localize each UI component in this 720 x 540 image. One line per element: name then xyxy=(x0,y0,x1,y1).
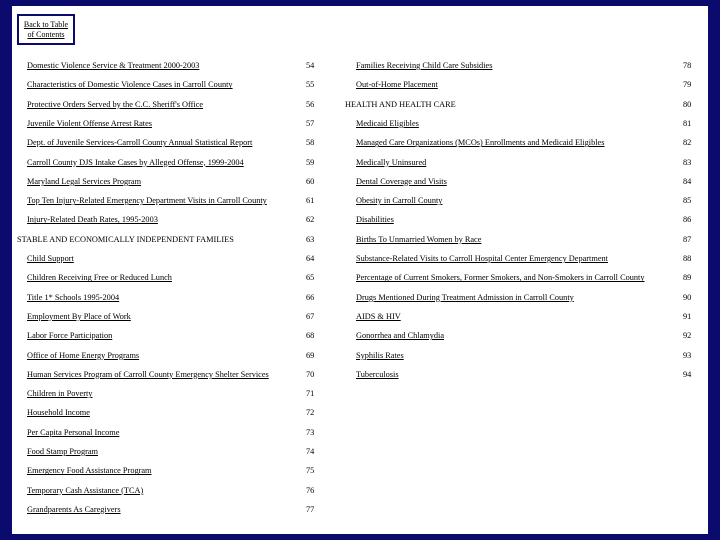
toc-entry-page: 91 xyxy=(683,311,692,321)
toc-entry-page: 64 xyxy=(306,254,315,263)
toc-entry-page: 92 xyxy=(683,331,692,341)
toc-entry[interactable] xyxy=(356,292,697,304)
toc-entry-label[interactable]: Food Stamp Program xyxy=(27,447,98,456)
toc-entry-page: 68 xyxy=(306,331,315,341)
toc-entry[interactable] xyxy=(27,79,320,91)
toc-entry-label[interactable]: Top Ten Injury-Related Emergency Department Visits in Carroll County xyxy=(27,196,267,206)
toc-entry-label[interactable]: Labor Force Participation xyxy=(27,331,113,341)
toc-entry-page: 66 xyxy=(306,292,315,302)
toc-entry-label[interactable]: Families Receiving Child Care Subsidies xyxy=(356,61,493,70)
toc-entry[interactable] xyxy=(27,388,320,400)
toc-entry-page: 69 xyxy=(306,350,315,360)
toc-entry[interactable] xyxy=(27,465,320,477)
toc-entry[interactable] xyxy=(27,311,320,323)
toc-entry[interactable] xyxy=(27,157,320,169)
toc-entry-label[interactable]: Child Support xyxy=(27,254,74,263)
toc-entry-label[interactable]: Managed Care Organizations (MCOs) Enrollments and Medicaid Eligibles xyxy=(356,138,605,148)
toc-entry[interactable] xyxy=(356,234,697,246)
toc-entry-page: 59 xyxy=(306,157,315,167)
toc-entry[interactable] xyxy=(356,369,697,381)
toc-entry-label[interactable]: AIDS & HIV xyxy=(356,311,401,321)
toc-entry[interactable] xyxy=(27,253,320,265)
toc-entry-page: 72 xyxy=(306,408,315,418)
back-button-line1: Back to Table xyxy=(23,20,69,29)
toc-entry-label[interactable]: Grandparents As Caregivers xyxy=(27,504,121,514)
toc-entry[interactable] xyxy=(27,195,320,207)
toc-entry-label[interactable]: Title 1* Schools 1995-2004 xyxy=(27,292,120,302)
toc-entry-page: 90 xyxy=(683,292,692,302)
toc-entry-page: 70 xyxy=(306,369,315,379)
toc-entry-label[interactable]: Dept. of Juvenile Services-Carroll County Annual Statistical Report xyxy=(27,138,253,148)
toc-entry-page: 73 xyxy=(306,427,315,437)
toc-entry-label[interactable]: Maryland Legal Services Program xyxy=(27,176,142,186)
toc-entry-label[interactable]: Tuberculosis xyxy=(356,369,399,379)
toc-entry[interactable] xyxy=(356,330,697,342)
toc-entry[interactable] xyxy=(356,176,697,188)
toc-entry-page: 79 xyxy=(683,80,692,90)
toc-entry-label[interactable]: Carroll County DJS Intake Cases by Alleged Offense, 1999-2004 xyxy=(27,157,244,167)
toc-entry[interactable] xyxy=(356,311,697,323)
toc-entry-page: 80 xyxy=(683,99,692,109)
toc-entry-label[interactable]: Syphilis Rates xyxy=(356,350,404,360)
back-button-line2: of Contents xyxy=(27,30,65,39)
toc-entry xyxy=(345,99,697,111)
toc-entry-page: 82 xyxy=(683,138,692,148)
toc-entry[interactable] xyxy=(356,272,697,284)
toc-entry[interactable] xyxy=(356,118,697,130)
toc-entry-page: 84 xyxy=(683,176,692,186)
toc-entry-label[interactable]: Gonorrhea and Chlamydia xyxy=(356,331,445,341)
toc-entry[interactable] xyxy=(27,99,320,111)
toc-entry[interactable] xyxy=(27,330,320,342)
toc-entry[interactable] xyxy=(27,137,320,149)
toc-entry-page: 85 xyxy=(683,196,692,206)
toc-entry-label[interactable]: Emergency Food Assistance Program xyxy=(27,466,152,476)
section-heading: HEALTH AND HEALTH CARE xyxy=(345,99,456,109)
toc-entry[interactable] xyxy=(27,504,320,516)
toc-entry[interactable] xyxy=(27,427,320,439)
toc-entry-label[interactable]: Percentage of Current Smokers, Former Smokers, and Non-Smokers in Carroll County xyxy=(356,273,645,283)
toc-entry[interactable] xyxy=(356,157,697,169)
toc-entry-label[interactable]: Children in Poverty xyxy=(27,389,93,399)
toc-entry-page: 65 xyxy=(306,273,315,283)
toc-entry[interactable] xyxy=(356,60,697,72)
toc-entry-page: 54 xyxy=(306,61,315,70)
back-to-contents-button[interactable] xyxy=(17,14,75,45)
toc-entry[interactable] xyxy=(27,176,320,188)
toc-entry[interactable] xyxy=(356,79,697,91)
toc-entry-page: 94 xyxy=(683,369,692,379)
toc-entry[interactable] xyxy=(356,350,697,362)
toc-entry-label[interactable]: Juvenile Violent Offense Arrest Rates xyxy=(27,118,153,128)
toc-entry-label[interactable]: Per Capita Personal Income xyxy=(27,427,120,437)
toc-entry-page: 83 xyxy=(683,157,692,167)
toc-entry-label[interactable]: Household Income xyxy=(27,408,90,418)
toc-entry-label[interactable]: Medically Uninsured xyxy=(356,157,427,167)
toc-entry-label[interactable]: Office of Home Energy Programs xyxy=(27,350,140,360)
toc-entry-page: 67 xyxy=(306,311,315,321)
section-heading: STABLE AND ECONOMICALLY INDEPENDENT FAMILIES xyxy=(17,234,234,244)
toc-entry-label[interactable]: Dental Coverage and Visits xyxy=(356,176,447,186)
toc-entry-page: 81 xyxy=(683,118,692,128)
toc-entry-label[interactable]: Injury-Related Death Rates, 1995-2003 xyxy=(27,215,158,225)
toc-entry-page: 75 xyxy=(306,466,315,476)
toc-entry-page: 77 xyxy=(306,504,315,514)
toc-entry[interactable] xyxy=(27,214,320,226)
toc-entry-label[interactable]: Medicaid Eligibles xyxy=(356,118,419,128)
toc-entry-page: 55 xyxy=(306,80,315,90)
toc-entry[interactable] xyxy=(27,272,320,284)
toc-entry-label[interactable]: Drugs Mentioned During Treatment Admission in Carroll County xyxy=(356,292,574,302)
toc-entry-label[interactable]: Human Services Program of Carroll County Emergency Shelter Services xyxy=(27,369,269,379)
toc-entry-page: 62 xyxy=(306,215,315,225)
toc-entry-page: 93 xyxy=(683,350,692,360)
toc-entry xyxy=(17,234,320,246)
toc-entry-label[interactable]: Substance-Related Visits to Carroll Hospital Center Emergency Department xyxy=(356,254,608,263)
toc-entry-label[interactable]: Out-of-Home Placement xyxy=(356,80,438,90)
toc-entry[interactable] xyxy=(27,118,320,130)
toc-entry[interactable] xyxy=(356,195,697,207)
toc-entry-page: 60 xyxy=(306,176,315,186)
toc-entry-page: 76 xyxy=(306,485,315,495)
toc-entry-label[interactable]: Obesity in Carroll County xyxy=(356,196,443,206)
toc-entry[interactable] xyxy=(27,485,320,497)
toc-entry-label[interactable]: Characteristics of Domestic Violence Cases in Carroll County xyxy=(27,80,233,90)
toc-entry-page: 74 xyxy=(306,447,315,456)
toc-entry-page: 87 xyxy=(683,234,692,244)
toc-entry[interactable] xyxy=(356,214,697,226)
toc-entry[interactable] xyxy=(27,446,320,458)
toc-entry[interactable] xyxy=(356,253,697,265)
toc-entry-page: 57 xyxy=(306,118,315,128)
toc-entry[interactable] xyxy=(27,350,320,362)
toc-entry-label[interactable]: Temporary Cash Assistance (TCA) xyxy=(27,485,144,495)
toc-entry-label[interactable]: Births To Unmarried Women by Race xyxy=(356,234,482,244)
toc-entry-label[interactable]: Employment By Place of Work xyxy=(27,311,131,321)
toc-entry-page: 88 xyxy=(683,254,692,263)
toc-entry[interactable] xyxy=(27,407,320,419)
toc-entry-label[interactable]: Children Receiving Free or Reduced Lunch xyxy=(27,273,172,283)
toc-entry-label[interactable]: Domestic Violence Service & Treatment 2000-2003 xyxy=(27,61,200,70)
toc-entry-page: 61 xyxy=(306,196,315,206)
toc-entry-label[interactable]: Disabilities xyxy=(356,215,394,225)
toc-entry[interactable] xyxy=(27,292,320,304)
toc-entry-page: 78 xyxy=(683,61,692,70)
toc-entry-page: 89 xyxy=(683,273,692,283)
toc-entry-page: 86 xyxy=(683,215,692,225)
toc-entry[interactable] xyxy=(356,137,697,149)
toc-entry[interactable] xyxy=(27,60,320,72)
toc-entry-label[interactable]: Protective Orders Served by the C.C. Sheriff's Office xyxy=(27,99,204,109)
toc-entry-page: 71 xyxy=(306,389,315,399)
toc-entry-page: 63 xyxy=(306,234,315,244)
toc-entry[interactable] xyxy=(27,369,320,381)
toc-entry-page: 56 xyxy=(306,99,315,109)
toc-entry-page: 58 xyxy=(306,138,315,148)
